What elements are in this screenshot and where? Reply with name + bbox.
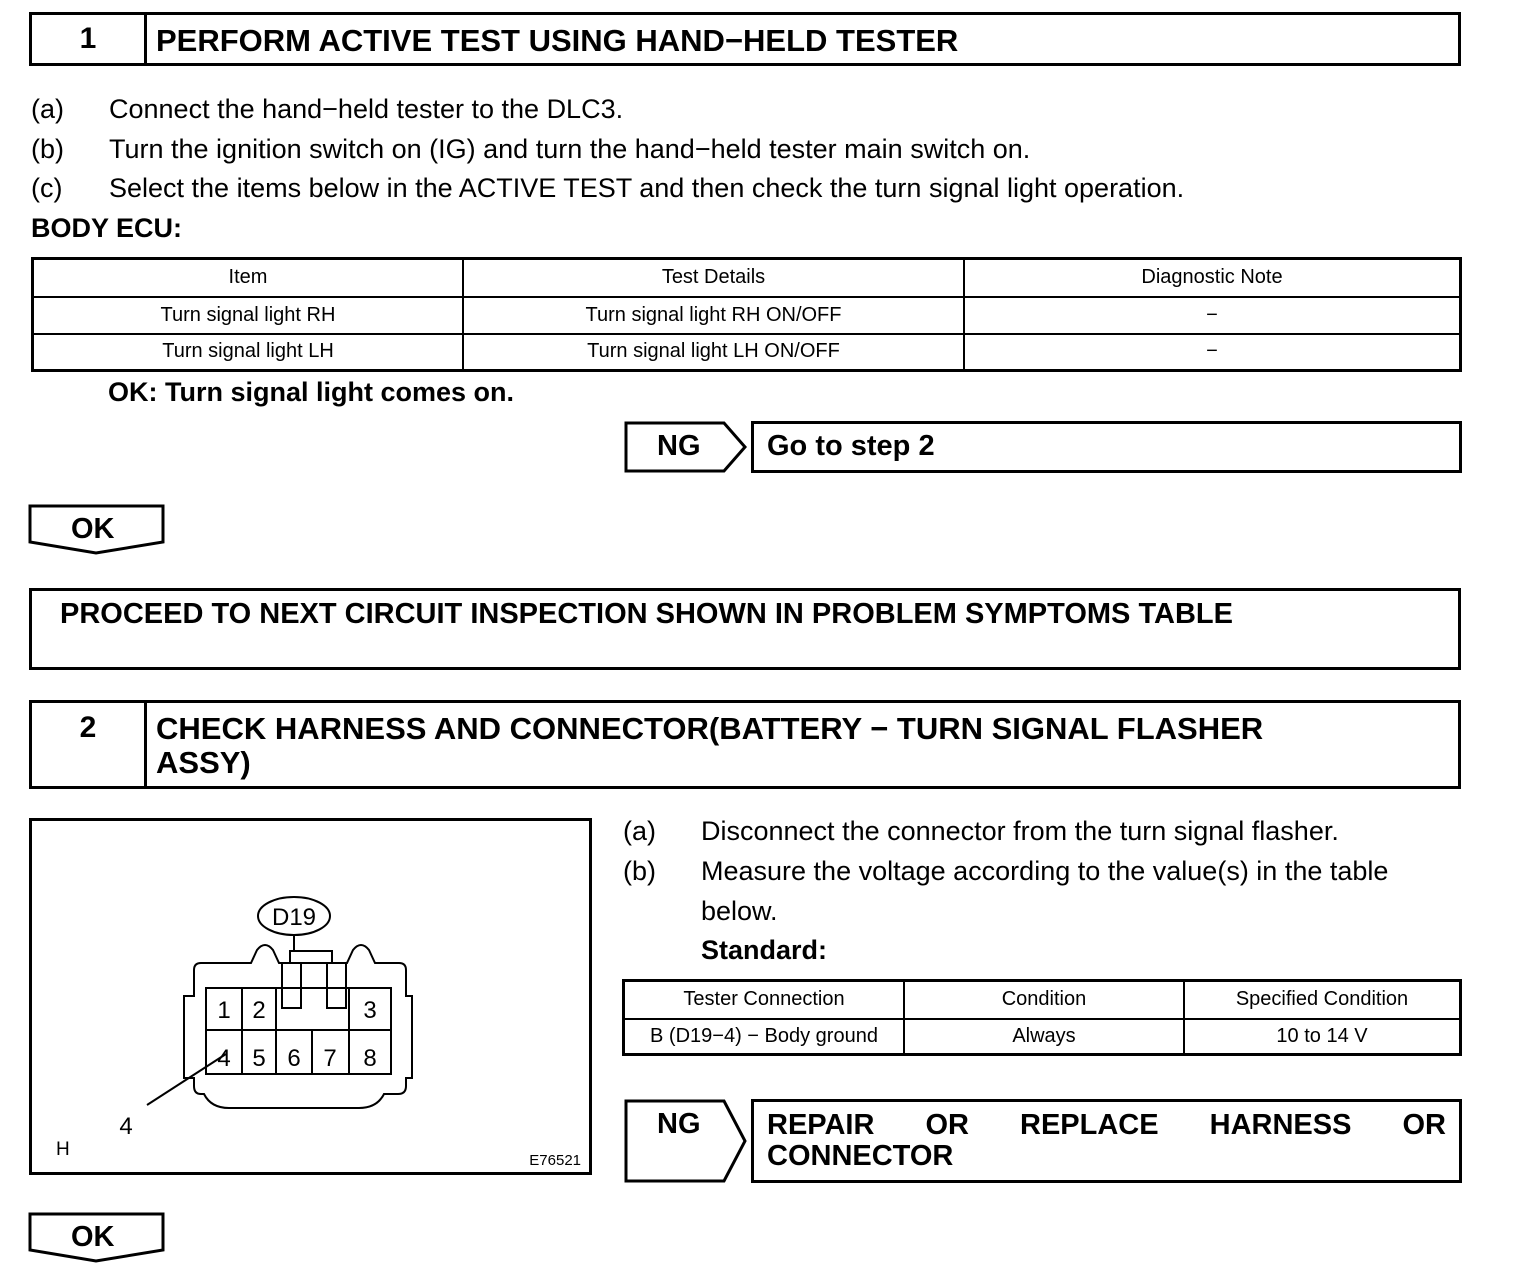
step2-ng-action-line1: REPAIR OR REPLACE HARNESS OR [767,1109,1446,1141]
pin-label: 4 [217,1045,231,1072]
voltage-table [622,979,1462,1056]
table-header-cell: Condition [904,981,1184,1019]
table-row [624,1019,1461,1055]
step2-ng-action-box [751,1099,1462,1183]
body-ecu-heading: BODY ECU: [31,213,183,243]
step1-ng-label: NG [657,430,701,462]
table-cell: Always [904,1019,1184,1055]
step1-title: PERFORM ACTIVE TEST USING HAND−HELD TESTER [156,23,959,58]
table-header-row [33,259,1461,297]
step1-ng-action-box [751,421,1462,473]
table-cell: − [964,297,1461,334]
step2-number: 2 [32,703,147,786]
pin-label: 2 [252,997,266,1024]
table-header-cell: Item [33,259,464,297]
step1-number: 1 [32,15,147,63]
step2-ok-label: OK [71,1221,115,1253]
step2-title-line2: ASSY) [156,745,251,780]
figure-corner-letter: H [56,1139,70,1160]
table-cell: Turn signal light RH [33,297,464,334]
pin-callout-label: 4 [119,1113,133,1140]
step2-ng-action-line2: CONNECTOR [767,1140,954,1172]
pin-label: 8 [363,1045,377,1072]
table-header-cell: Specified Condition [1184,981,1461,1019]
table-header-cell: Diagnostic Note [964,259,1461,297]
step1-ok-action-box [29,588,1461,670]
pin-label: 5 [252,1045,266,1072]
figure-code: E76521 [529,1152,581,1169]
pin-label: 7 [323,1045,337,1072]
pin-label: 3 [363,997,377,1024]
active-test-table [31,257,1462,372]
connector-diagram [29,818,592,1175]
connector-id-label: D19 [271,904,317,931]
table-cell: − [964,334,1461,371]
table-cell: Turn signal light LH ON/OFF [463,334,964,371]
table-cell: Turn signal light RH ON/OFF [463,297,964,334]
pin-label: 6 [287,1045,301,1072]
step1-ok-action: PROCEED TO NEXT CIRCUIT INSPECTION SHOWN IN PROBLEM SYMPTOMS TABLE [60,598,1233,630]
step2-title-line1: CHECK HARNESS AND CONNECTOR(BATTERY − TURN SIGNAL FLASHER [156,711,1264,746]
standard-label: Standard: [701,935,828,965]
table-cell: B (D19−4) − Body ground [624,1019,905,1055]
table-header-cell: Test Details [463,259,964,297]
table-header-cell: Tester Connection [624,981,905,1019]
table-cell: Turn signal light LH [33,334,464,371]
table-row [33,334,1461,371]
step2-ng-label: NG [657,1108,701,1140]
step2-instruction-b-cont: below. [701,896,778,926]
table-cell: 10 to 14 V [1184,1019,1461,1055]
step2-header [29,700,1461,789]
step1-ok-criteria: OK: Turn signal light comes on. [108,377,515,407]
step1-header [29,12,1461,66]
step1-ng-action: Go to step 2 [767,430,935,462]
table-header-row [624,981,1461,1019]
step1-ok-label: OK [71,513,115,545]
pin-label: 1 [217,997,231,1024]
table-row [33,297,1461,334]
